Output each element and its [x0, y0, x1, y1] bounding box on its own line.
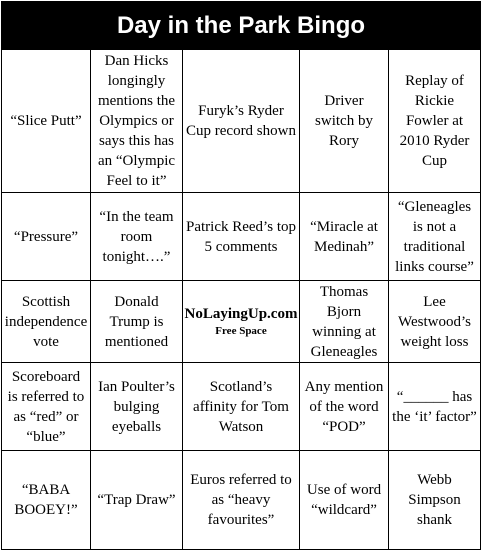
- bingo-cell: Any mention of the word “POD”: [300, 363, 389, 451]
- bingo-cell: “Miracle at Medinah”: [300, 193, 389, 281]
- free-space-label: Free Space: [215, 324, 267, 337]
- bingo-cell: Driver switch by Rory: [300, 50, 389, 193]
- bingo-cell: “______ has the ‘it’ factor”: [389, 363, 480, 451]
- bingo-cell: Furyk’s Ryder Cup record shown: [183, 50, 300, 193]
- bingo-cell: “Pressure”: [2, 193, 91, 281]
- free-space-site: NoLayingUp.com: [184, 305, 298, 322]
- bingo-cell: “Slice Putt”: [2, 50, 91, 193]
- bingo-cell: Euros referred to as “heavy favourites”: [183, 451, 300, 549]
- bingo-cell: Dan Hicks longingly mentions the Olympics or says this has an “Olympic Feel to it”: [91, 50, 183, 193]
- bingo-cell: Patrick Reed’s top 5 comments: [183, 193, 300, 281]
- bingo-cell: “Gleneagles is not a traditional links course”: [389, 193, 480, 281]
- bingo-cell: Lee Westwood’s weight loss: [389, 281, 480, 363]
- bingo-cell: “Trap Draw”: [91, 451, 183, 549]
- free-space-cell: [183, 281, 300, 363]
- bingo-cell: Scoreboard is referred to as “red” or “blue”: [2, 363, 91, 451]
- bingo-cell: Scottish independence vote: [2, 281, 91, 363]
- bingo-cell: Ian Poulter’s bulging eyeballs: [91, 363, 183, 451]
- bingo-cell: “BABA BOOEY!”: [2, 451, 91, 549]
- bingo-cell: Webb Simpson shank: [408, 472, 461, 528]
- bingo-cell: “In the team room tonight….”: [91, 193, 183, 281]
- bingo-cell: Replay of Rickie Fowler at 2010 Ryder Cup: [389, 50, 480, 193]
- bingo-cell: Thomas Bjorn winning at Gleneagles: [300, 281, 389, 363]
- bingo-cell: Scotland’s affinity for Tom Watson: [183, 363, 300, 451]
- bingo-cell: Donald Trump is mentioned: [91, 281, 183, 363]
- bingo-cell: Use of word “wildcard”: [300, 451, 389, 549]
- bingo-card: [1, 1, 481, 550]
- bingo-grid: [2, 50, 480, 549]
- bingo-title: Day in the Park Bingo: [2, 2, 480, 50]
